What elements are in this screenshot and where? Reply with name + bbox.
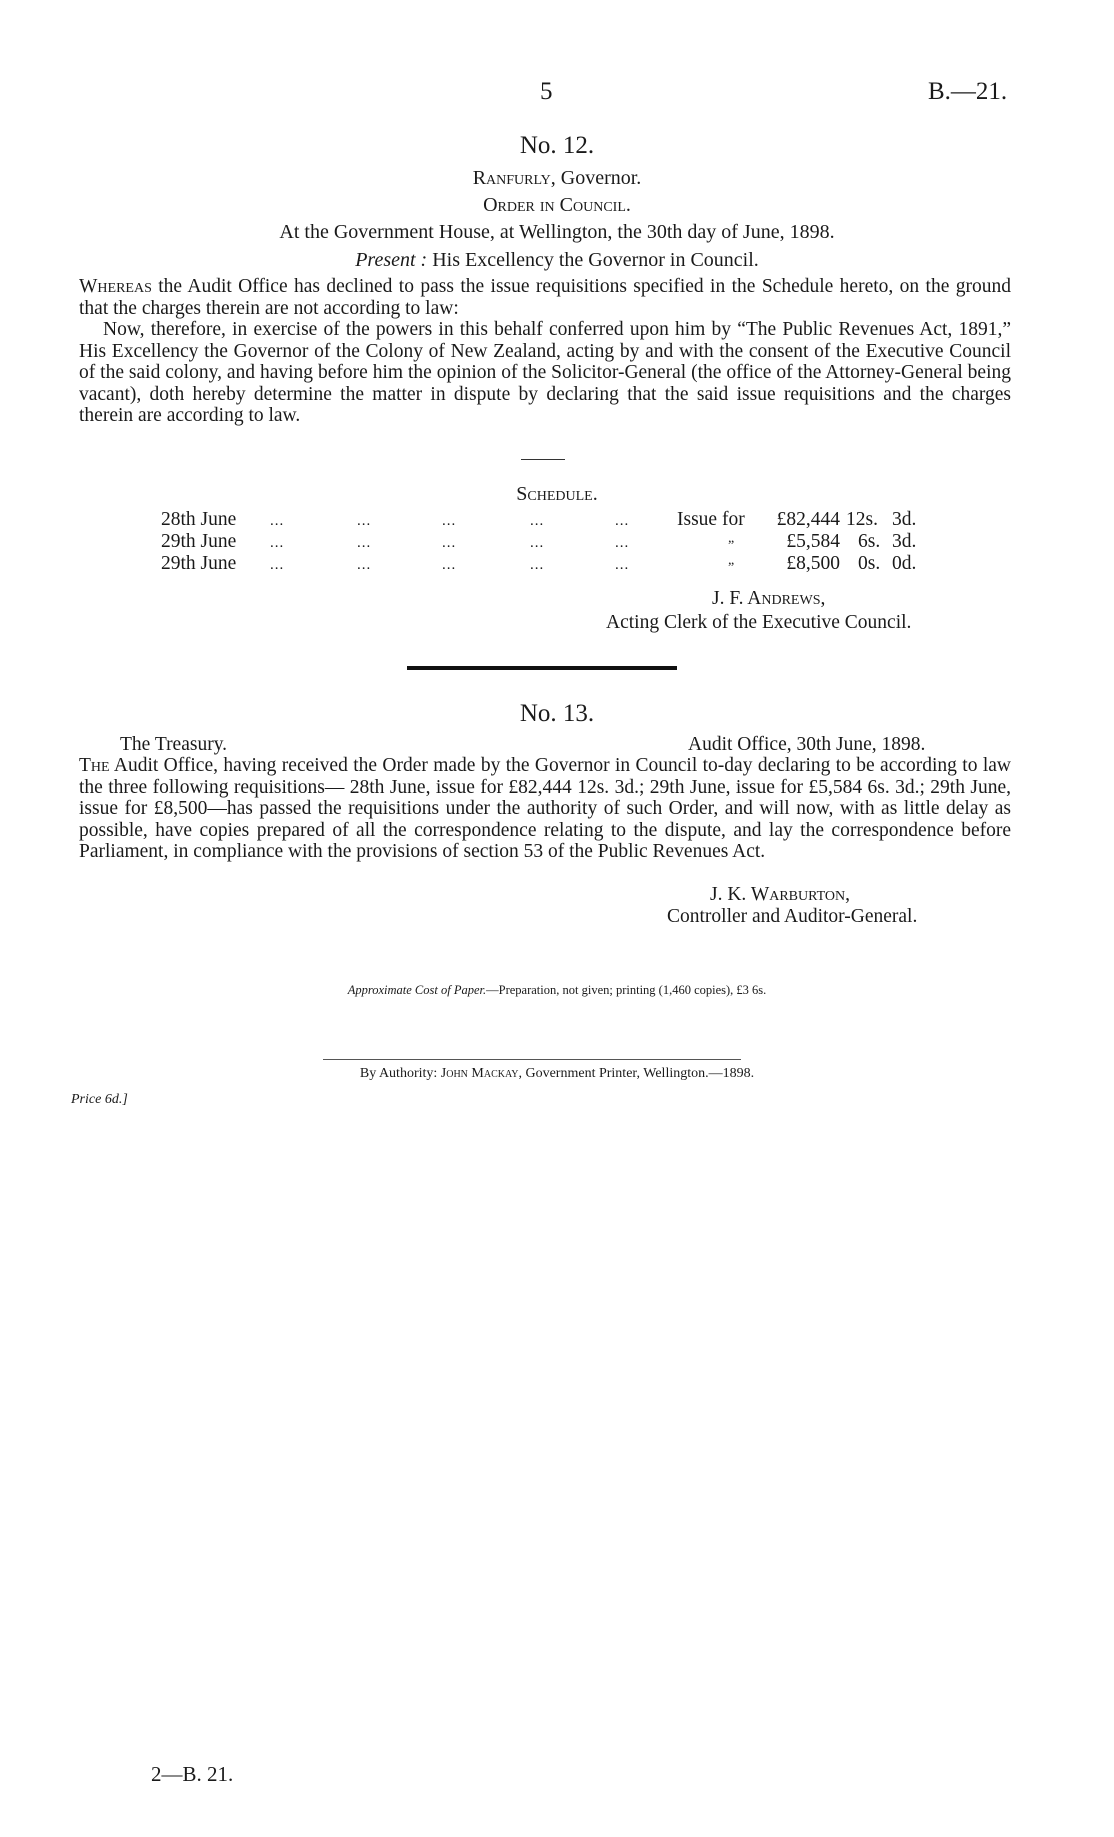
schedule-pence: 3d. <box>892 531 917 552</box>
leader-dots: ... <box>357 557 372 573</box>
audit-body: Audit Office, having received the Order made by the Governor in Council to-day declaring to be according to law the three following requisitions— 28th June, issue for £82,444 12s. 3d.; 29th June, issue for £5,584 6s. 3d.; 29th June, issue for £8,500—has passed the requisitions under the authority of such Order, and will now, with as little delay as possible, have copies prepared of all the correspondence relating to the dispute, and lay the correspondence before Parliament, in compliance with the provisions of section 53 of the Public Revenues Act. <box>79 755 1011 862</box>
price-note: Price 6d.] <box>71 1092 128 1107</box>
schedule-date: 28th June <box>161 509 237 530</box>
whereas-paragraph <box>79 276 1011 319</box>
leader-dots: ... <box>615 557 630 573</box>
governor-suffix: , Governor. <box>550 167 642 189</box>
cost-text: —Preparation, not given; printing (1,460 copies), £3 6s. <box>486 983 767 997</box>
authority-suffix: , Government Printer, Wellington.—1898. <box>518 1066 755 1081</box>
present-line <box>0 249 1114 272</box>
schedule-heading: Schedule. <box>516 483 598 505</box>
schedule-amount: £8,500 <box>786 553 840 574</box>
addressee: The Treasury. <box>120 734 228 755</box>
warburton-signature: J. K. Warburton, <box>710 884 851 905</box>
page-number: 5 <box>540 78 553 105</box>
andrews-title: Acting Clerk of the Executive Council. <box>606 612 912 633</box>
now-therefore-paragraph: Now, therefore, in exercise of the powers in this behalf conferred upon him by “The Public Revenues Act, 1891,” His Excellency the Governor of the Colony of New Zealand, acting by and with the consent of the Executive Council of the said colony, and having before him the opinion of the Solicitor-General (the office of the Attorney-General being vacant), doth hereby determine the matter in dispute by declaring that the said issue requisitions and the charges therein are according to law. <box>79 319 1011 426</box>
schedule-shillings: 12s. <box>846 509 878 530</box>
leader-dots: ... <box>270 557 285 573</box>
leader-dots: ... <box>442 513 457 529</box>
leader-dots: ... <box>530 557 545 573</box>
schedule-pence: 0d. <box>892 553 917 574</box>
schedule-amount: £5,584 <box>786 531 840 552</box>
section-divider-short <box>521 459 565 460</box>
cost-label: Approximate Cost of Paper. <box>347 983 487 997</box>
leader-dots: ... <box>442 535 457 551</box>
leader-dots: ... <box>270 535 285 551</box>
order-title: Order in Council. <box>483 194 631 216</box>
leader-dots: ... <box>357 513 372 529</box>
leader-dots: ... <box>357 535 372 551</box>
audit-office-paragraph <box>79 755 1011 863</box>
schedule-shillings: 0s. <box>858 553 881 574</box>
footer-rule <box>323 1059 741 1060</box>
document-reference: B.—21. <box>928 78 1008 105</box>
leader-dots: ... <box>615 535 630 551</box>
audit-office-date: Audit Office, 30th June, 1898. <box>688 734 926 755</box>
authority-prefix: By Authority: <box>359 1066 438 1081</box>
whereas-word: Whereas <box>79 276 152 297</box>
warburton-title: Controller and Auditor-General. <box>667 906 918 927</box>
sheet-signature-mark: 2—B. 21. <box>151 1762 234 1786</box>
no13-heading: No. 13. <box>519 700 595 727</box>
schedule-date: 29th June <box>161 553 237 574</box>
present-label: Present : <box>355 249 428 271</box>
leader-dots: ... <box>615 513 630 529</box>
leader-dots: ... <box>442 557 457 573</box>
schedule-pence: 3d. <box>892 509 917 530</box>
no12-heading: No. 12. <box>519 132 595 159</box>
schedule-prefix: „ <box>728 553 735 568</box>
schedule-prefix: Issue for <box>677 509 745 530</box>
present-text: His Excellency the Governor in Council. <box>432 249 759 271</box>
leader-dots: ... <box>270 513 285 529</box>
schedule-amount: £82,444 <box>776 509 840 530</box>
governor-line <box>0 167 1114 190</box>
schedule-shillings: 6s. <box>858 531 881 552</box>
printer-name: John Mackay <box>440 1066 519 1081</box>
schedule-prefix: „ <box>728 531 735 546</box>
place-date-line: At the Government House, at Wellington, the 30th day of June, 1898. <box>279 221 835 243</box>
cost-note <box>0 983 1114 998</box>
leader-dots: ... <box>530 513 545 529</box>
leader-dots: ... <box>530 535 545 551</box>
schedule-date: 29th June <box>161 531 237 552</box>
governor-name: Ranfurly <box>472 167 551 189</box>
section-divider-thick <box>407 666 677 670</box>
whereas-text: the Audit Office has declined to pass the issue requisitions specified in the Schedule hereto, on the ground that the charges therein are not according to law: <box>79 276 1011 319</box>
lead-word: The <box>79 755 110 776</box>
authority-line <box>0 1066 1114 1082</box>
andrews-signature: J. F. Andrews, <box>712 588 826 609</box>
